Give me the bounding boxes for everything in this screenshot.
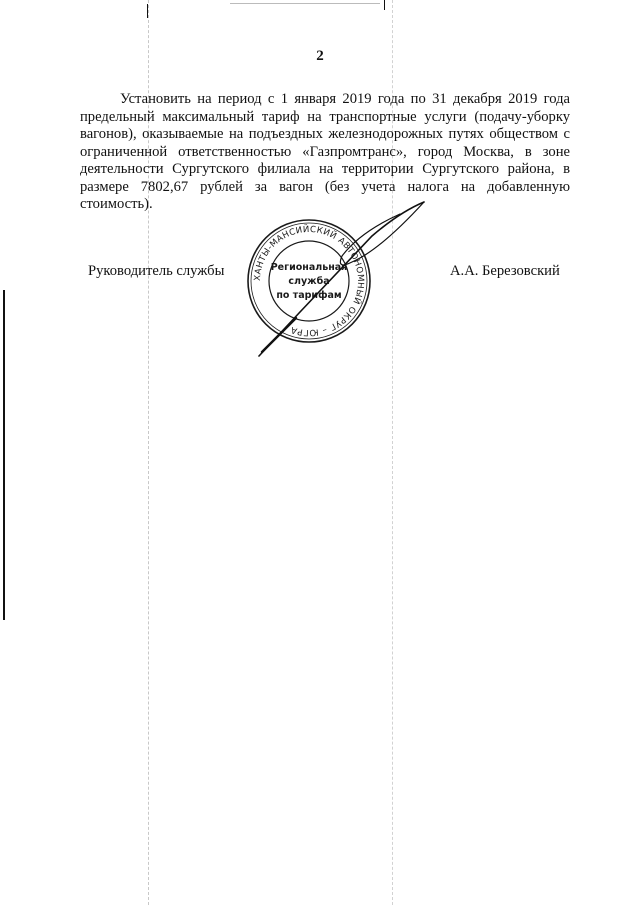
page-number: 2 <box>316 48 324 64</box>
scan-top-noise <box>230 3 380 4</box>
signer-name: А.А. Березовский <box>450 263 560 279</box>
stamp-center-line: служба <box>288 276 330 287</box>
signature-position-label: Руководитель службы <box>88 263 225 279</box>
scan-edge-mark <box>3 290 5 620</box>
stamp-center-line: по тарифам <box>276 290 342 301</box>
stamp-ring-text: ХАНТЫ-МАНСИЙСКИЙ АВТОНОМНЫЙ ОКРУГ – ЮГРА <box>252 224 366 338</box>
official-stamp <box>246 218 372 344</box>
scan-top-mark <box>384 0 385 10</box>
body-paragraph: Установить на период с 1 января 2019 года по 31 декабря 2019 года предельный максимальный тариф на транспортные услуги (подачу-уборку вагонов), оказываемые на подъездных железнодорожных путях обществом с ограниченной ответственностью «Газпромтранс», город Москва, в зоне деятельности Сургутского филиала на территории Сургутского района, в размере 7802,67 рублей за вагон (без учета налога на добавленную стоимость). <box>80 91 570 212</box>
stamp-center-line: Региональная <box>270 262 348 273</box>
scan-top-mark <box>147 4 148 18</box>
